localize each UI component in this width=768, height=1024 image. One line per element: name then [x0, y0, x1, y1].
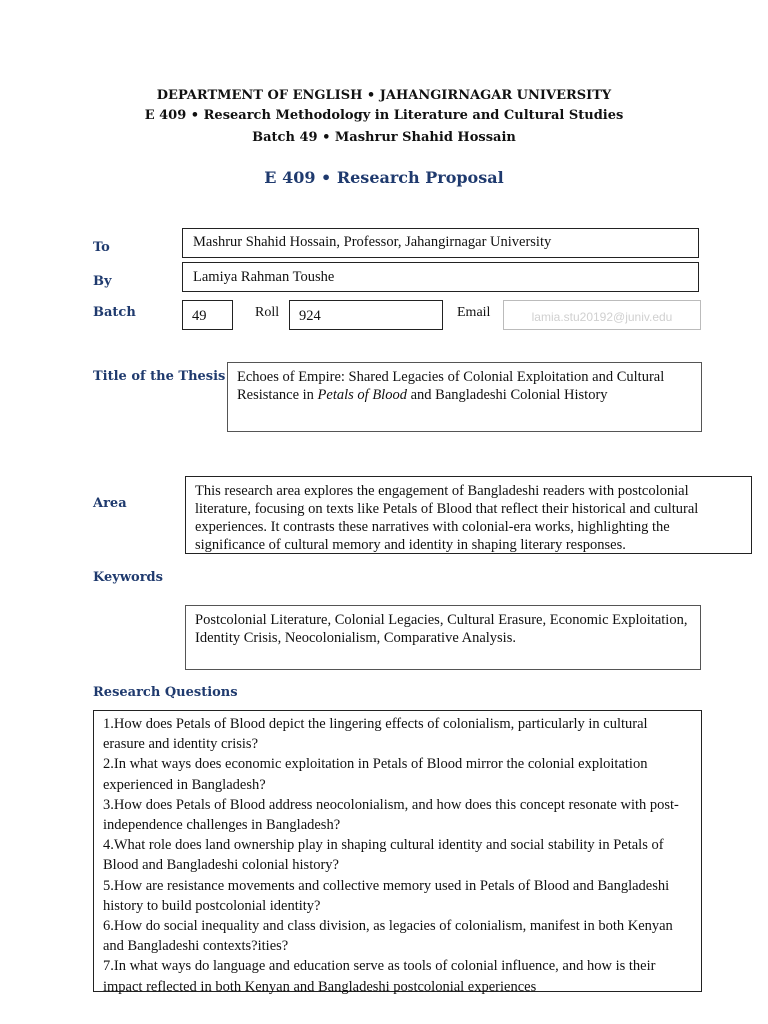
research-question-item: 7.In what ways do language and education serve as tools of colonial influence, and how is their impact reflected in both Kenyan and Bangladeshi postcolonial experiences [103, 958, 656, 995]
by-value: Lamiya Rahman Toushe [193, 269, 335, 285]
batch-value: 49 [192, 308, 207, 324]
research-question-item: 5.How are resistance movements and collective memory used in Petals of Blood and Bangladeshi history to build postcolonial identity? [103, 877, 670, 914]
to-label: To [93, 240, 110, 255]
email-value: lamia.stu20192@juniv.edu [531, 310, 673, 324]
research-question-item: 6.How do social inequality and class division, as legacies of colonialism, manifest in both Kenyan and Bangladeshi contexts?ities? [103, 918, 673, 955]
batch-field[interactable] [182, 300, 233, 330]
research-questions-label: Research Questions [93, 685, 238, 700]
research-question-item: 4.What role does land ownership play in shaping cultural identity and social stability in Petals of Blood and Bangladeshi colonial history? [103, 837, 664, 874]
thesis-title-part1: Echoes of Empire: Shared Legacies of Colonial Exploitation and Cultural Resistance in [237, 369, 665, 403]
keywords-text: Postcolonial Literature, Colonial Legacies, Cultural Erasure, Economic Exploitation, Identity Crisis, Neocolonialism, Comparative Analysis. [195, 612, 688, 646]
area-text: This research area explores the engagement of Bangladeshi readers with postcolonial literature, focusing on texts like Petals of Blood that reflect their historical and cultural experiences. It contrasts these narratives with colonial-era works, highlighting the significance of cultural memory and identity in shaping literary responses. [195, 483, 699, 553]
thesis-label: Title of the Thesis [93, 369, 226, 384]
batch-header: Batch 49 • Mashrur Shahid Hossain [252, 130, 516, 145]
email-label: Email [457, 305, 491, 320]
thesis-title-italic: Petals of Blood [317, 387, 407, 403]
to-field[interactable] [182, 228, 699, 258]
course-header: E 409 • Research Methodology in Literature and Cultural Studies [144, 108, 624, 123]
keywords-label: Keywords [93, 570, 163, 585]
keywords-field[interactable] [185, 605, 701, 670]
research-question-item: 3.How does Petals of Blood address neocolonialism, and how does this concept resonate with post-independence challenges in Bangladesh? [103, 796, 679, 834]
roll-field[interactable] [289, 300, 443, 330]
by-label: By [93, 274, 112, 289]
research-questions-list [103, 714, 692, 997]
roll-value: 924 [299, 308, 321, 324]
research-question-item: 2.In what ways does economic exploitation in Petals of Blood mirror the colonial exploitation experienced in Bangladesh? [103, 756, 648, 793]
page-title: E 409 • Research Proposal [264, 168, 504, 187]
by-field[interactable] [182, 262, 699, 292]
roll-label: Roll [255, 305, 280, 320]
to-value: Mashrur Shahid Hossain, Professor, Jahangirnagar University [193, 234, 552, 250]
thesis-title-field[interactable] [227, 362, 702, 432]
department-header: DEPARTMENT OF ENGLISH • JAHANGIRNAGAR UNIVERSITY [156, 88, 612, 103]
area-field[interactable] [185, 476, 752, 554]
email-field[interactable] [503, 300, 701, 330]
research-question-item: 1.How does Petals of Blood depict the lingering effects of colonialism, particularly in cultural erasure and identity crisis? [103, 716, 648, 753]
batch-label: Batch [93, 305, 136, 320]
area-label: Area [93, 496, 127, 511]
research-questions-box[interactable] [93, 710, 702, 995]
thesis-title-part2: and Bangladeshi Colonial History [406, 387, 608, 403]
